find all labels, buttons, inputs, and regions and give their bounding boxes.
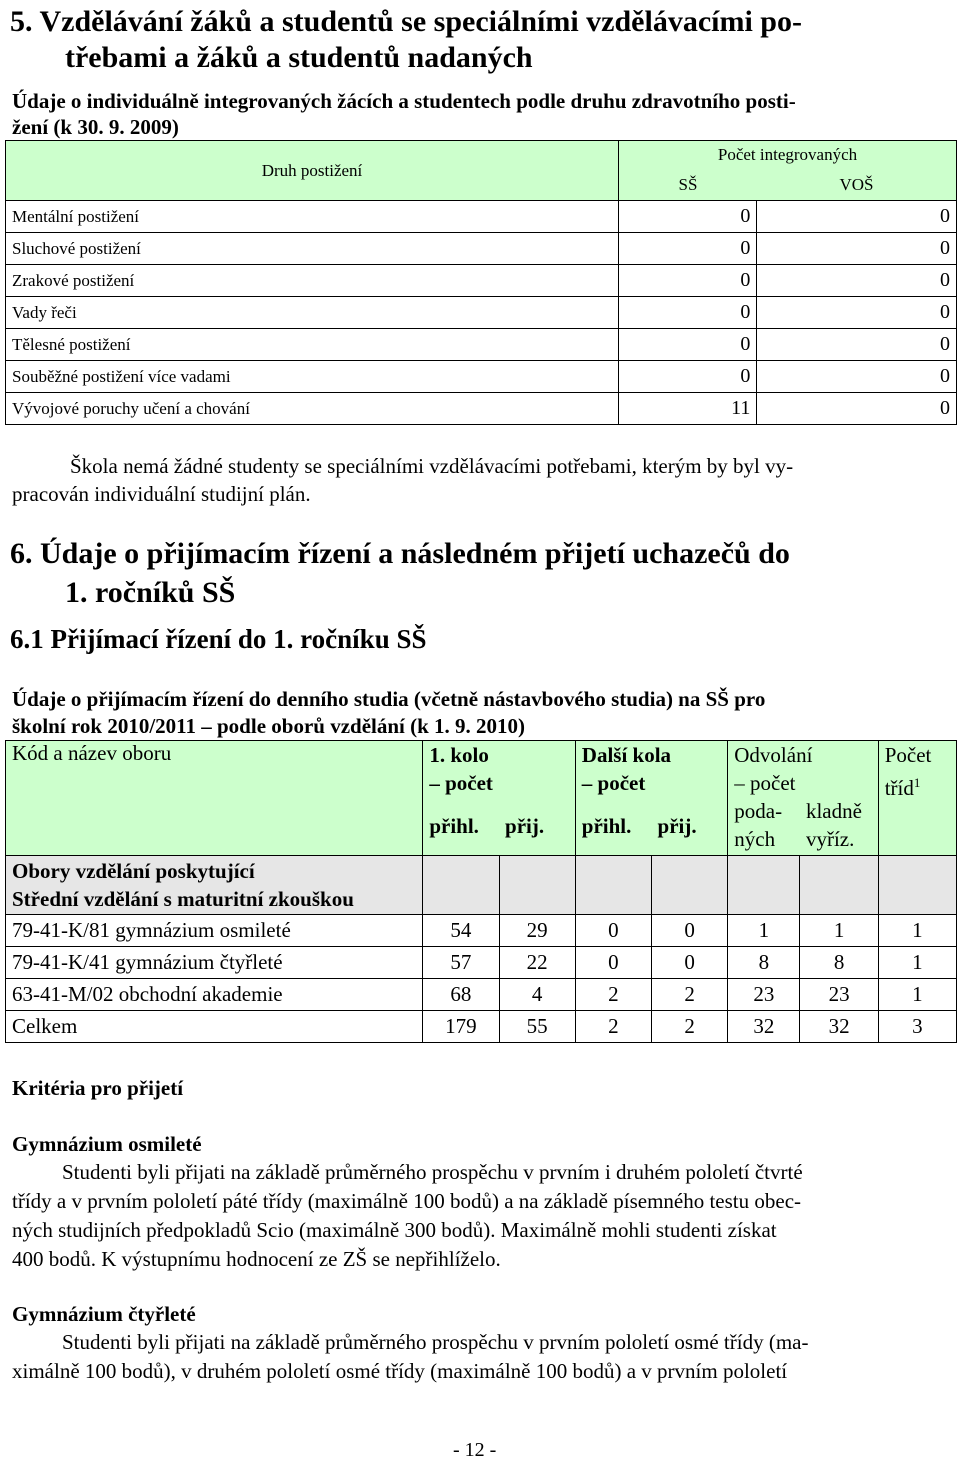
group-row-label: Obory vzdělání poskytující Střední vzdělání s maturitní zkouškou	[6, 856, 423, 915]
col-header-count: Počet integrovaných	[619, 141, 957, 170]
col-header-dalsi: Další kola – počet	[575, 741, 727, 798]
row-label: Sluchové postižení	[6, 233, 619, 265]
cell-odvolani-kladne: 32	[800, 1011, 878, 1043]
row-label: Tělesné postižení	[6, 329, 619, 361]
table-row	[6, 979, 957, 1011]
sub-header-prihl: přihl.	[423, 797, 499, 856]
col-header-ss: SŠ	[619, 169, 757, 201]
sub-header-prij2: přij.	[652, 797, 728, 856]
cell-ss: 0	[619, 361, 757, 393]
table-row	[6, 393, 957, 425]
section-5-intro-line1: Údaje o individuálně integrovaných žácích a studentech podle druhu zdravotního posti-	[12, 89, 796, 113]
cell-vos: 0	[757, 201, 957, 233]
section-6-1-heading: 6.1 Přijímací řízení do 1. ročníku SŠ	[10, 624, 427, 654]
note-line1: Škola nemá žádné studenty se speciálními vzdělávacími potřebami, kterým by byl vy-	[70, 454, 794, 478]
cell-dalsi-prij: 2	[652, 979, 728, 1011]
criteria-heading: Kritéria pro přijetí	[12, 1076, 184, 1100]
admission-table	[5, 740, 957, 1043]
section-6-intro-line1: Údaje o přijímacím řízení do denního studia (včetně nástavbového studia) na SŠ pro	[12, 687, 766, 711]
cell-odvolani-podanych: 23	[728, 979, 800, 1011]
g8-line3: ných studijních předpokladů Scio (maximálně 300 bodů). Maximálně mohli studenti získat	[12, 1218, 777, 1242]
cell-ss: 11	[619, 393, 757, 425]
table-row	[6, 297, 957, 329]
col-header-obor: Kód a název oboru	[6, 741, 423, 856]
table-row	[6, 201, 957, 233]
cell-dalsi-prihl: 0	[575, 947, 651, 979]
cell-obor: 63-41-M/02 obchodní akademie	[6, 979, 423, 1011]
cell-ss: 0	[619, 233, 757, 265]
cell-ss: 0	[619, 201, 757, 233]
section-6-heading-line1: 6. Údaje o přijímacím řízení a následném přijetí uchazečů do	[10, 537, 790, 570]
cell-kolo1-prij: 22	[499, 947, 575, 979]
sub-header-podanych: poda- ných	[728, 797, 800, 856]
col-header-vos: VOŠ	[757, 169, 957, 201]
cell-dalsi-prihl: 0	[575, 915, 651, 947]
sub-header-prihl2: přihl.	[575, 797, 651, 856]
sub-header-kladne: kladně vyříz.	[800, 797, 878, 856]
row-label: Souběžné postižení více vadami	[6, 361, 619, 393]
cell-ss: 0	[619, 297, 757, 329]
table-row	[6, 947, 957, 979]
g8-line4: 400 bodů. K výstupnímu hodnocení ze ZŠ se nepřihlíželo.	[12, 1247, 501, 1271]
cell-trid: 1	[878, 915, 956, 947]
cell-odvolani-podanych: 8	[728, 947, 800, 979]
cell-odvolani-kladne: 23	[800, 979, 878, 1011]
cell-odvolani-kladne: 8	[800, 947, 878, 979]
cell-kolo1-prihl: 54	[423, 915, 499, 947]
cell-obor: 79-41-K/41 gymnázium čtyřleté	[6, 947, 423, 979]
cell-vos: 0	[757, 393, 957, 425]
cell-dalsi-prihl: 2	[575, 1011, 651, 1043]
cell-vos: 0	[757, 233, 957, 265]
row-label: Mentální postižení	[6, 201, 619, 233]
section-5-intro-line2: žení (k 30. 9. 2009)	[12, 115, 179, 139]
col-header-type: Druh postižení	[6, 141, 619, 201]
cell-odvolani-podanych: 1	[728, 915, 800, 947]
g4-heading: Gymnázium čtyřleté	[12, 1302, 196, 1326]
table-row	[6, 915, 957, 947]
section-5-heading-line2: třebami a žáků a studentů nadaných	[65, 41, 533, 74]
col-header-trid: Počet tříd$^1$	[878, 741, 956, 856]
section-6-heading-line2: 1. ročníků SŠ	[65, 576, 236, 609]
row-label: Zrakové postižení	[6, 265, 619, 297]
cell-trid: 3	[878, 1011, 956, 1043]
cell-kolo1-prihl: 68	[423, 979, 499, 1011]
row-label: Vývojové poruchy učení a chování	[6, 393, 619, 425]
col-header-kolo1: 1. kolo – počet	[423, 741, 575, 798]
integration-table	[5, 140, 957, 425]
section-5-heading-line1: 5. Vzdělávání žáků a studentů se speciálními vzdělávacími po-	[10, 5, 802, 38]
table-row	[6, 1011, 957, 1043]
cell-vos: 0	[757, 361, 957, 393]
cell-obor: Celkem	[6, 1011, 423, 1043]
cell-dalsi-prihl: 2	[575, 979, 651, 1011]
g4-line1: Studenti byli přijati na základě průměrného prospěchu v prvním pololetí osmé třídy (ma-	[62, 1330, 809, 1354]
cell-kolo1-prij: 4	[499, 979, 575, 1011]
col-header-odvolani: Odvolání – počet	[728, 741, 878, 798]
cell-vos: 0	[757, 265, 957, 297]
cell-dalsi-prij: 0	[652, 915, 728, 947]
g8-heading: Gymnázium osmileté	[12, 1132, 202, 1156]
table-row	[6, 361, 957, 393]
table-row	[6, 233, 957, 265]
cell-vos: 0	[757, 329, 957, 361]
cell-dalsi-prij: 0	[652, 947, 728, 979]
note-line2: pracován individuální studijní plán.	[12, 482, 311, 506]
cell-odvolani-kladne: 1	[800, 915, 878, 947]
cell-kolo1-prihl: 179	[423, 1011, 499, 1043]
cell-dalsi-prij: 2	[652, 1011, 728, 1043]
cell-kolo1-prij: 29	[499, 915, 575, 947]
cell-kolo1-prihl: 57	[423, 947, 499, 979]
page-number: - 12 -	[453, 1439, 497, 1461]
g8-line2: třídy a v prvním pololetí páté třídy (maximálně 100 bodů) a na základě písemného testu obec-	[12, 1189, 802, 1213]
cell-trid: 1	[878, 947, 956, 979]
cell-obor: 79-41-K/81 gymnázium osmileté	[6, 915, 423, 947]
section-6-intro-line2: školní rok 2010/2011 – podle oborů vzdělání (k 1. 9. 2010)	[12, 714, 526, 738]
g8-line1: Studenti byli přijati na základě průměrného prospěchu v prvním i druhém pololetí čtvrté	[62, 1160, 803, 1184]
sub-header-prij: přij.	[499, 797, 575, 856]
table-row	[6, 265, 957, 297]
cell-odvolani-podanych: 32	[728, 1011, 800, 1043]
cell-ss: 0	[619, 265, 757, 297]
row-label: Vady řeči	[6, 297, 619, 329]
table-row	[6, 329, 957, 361]
cell-kolo1-prij: 55	[499, 1011, 575, 1043]
cell-vos: 0	[757, 297, 957, 329]
cell-ss: 0	[619, 329, 757, 361]
g4-line2: ximálně 100 bodů), v druhém pololetí osmé třídy (maximálně 100 bodů) a v prvním pololetí	[12, 1359, 788, 1383]
cell-trid: 1	[878, 979, 956, 1011]
